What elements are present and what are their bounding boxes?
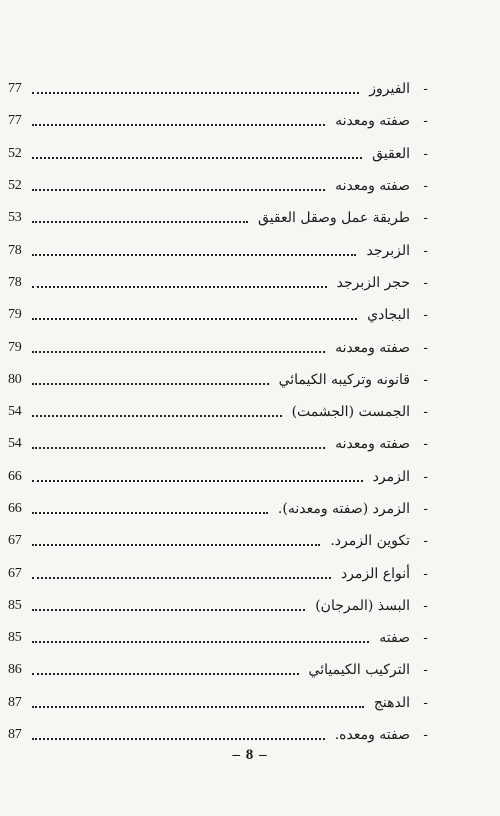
toc-bullet: - bbox=[423, 662, 428, 679]
toc-entry bbox=[8, 428, 428, 460]
toc-page-number: 54 bbox=[8, 404, 22, 420]
dot-leader bbox=[32, 189, 325, 191]
toc-bullet: - bbox=[423, 307, 428, 324]
toc-page-number: 77 bbox=[8, 113, 22, 129]
toc-entry-title: صفته ومعدنه bbox=[335, 178, 410, 195]
dot-leader bbox=[32, 254, 356, 256]
toc-entry-title: الزمرد bbox=[372, 468, 410, 485]
toc-entry bbox=[8, 525, 428, 557]
dot-leader bbox=[32, 92, 359, 94]
toc-page-number: 53 bbox=[8, 210, 22, 226]
toc-bullet: - bbox=[423, 274, 428, 291]
toc-bullet: - bbox=[423, 145, 428, 162]
dot-leader bbox=[32, 286, 327, 288]
toc-page-number: 85 bbox=[8, 630, 22, 646]
toc-bullet: - bbox=[423, 630, 428, 647]
toc-entry bbox=[8, 267, 428, 299]
table-of-contents bbox=[8, 73, 428, 751]
toc-entry bbox=[8, 557, 428, 589]
toc-entry bbox=[8, 622, 428, 654]
dot-leader bbox=[32, 577, 331, 579]
toc-page-number: 66 bbox=[8, 468, 22, 484]
toc-bullet: - bbox=[423, 501, 428, 517]
toc-entry bbox=[8, 202, 428, 234]
toc-entry-title: قانونه وتركيبه الكيمائي bbox=[278, 371, 410, 388]
toc-entry bbox=[8, 396, 428, 428]
toc-entry-title: الدهنج bbox=[373, 694, 410, 711]
dot-leader bbox=[32, 157, 362, 159]
dot-leader bbox=[32, 318, 357, 320]
toc-entry bbox=[8, 364, 428, 396]
page-number-footer: – 8 – bbox=[232, 747, 268, 763]
dot-leader bbox=[32, 383, 269, 385]
toc-entry-title: صفته ومعدنه bbox=[335, 113, 410, 130]
dot-leader bbox=[32, 415, 282, 417]
dot-leader bbox=[32, 706, 364, 708]
dot-leader bbox=[32, 512, 268, 514]
toc-entry-title: الجمست (الجشمت) bbox=[291, 404, 410, 421]
toc-bullet: - bbox=[423, 694, 428, 711]
toc-entry bbox=[8, 234, 428, 266]
toc-entry bbox=[8, 461, 428, 493]
toc-bullet: - bbox=[423, 178, 428, 195]
toc-bullet: - bbox=[423, 113, 428, 130]
toc-bullet: - bbox=[423, 339, 428, 356]
toc-page-number: 67 bbox=[8, 533, 22, 549]
toc-page-number: 87 bbox=[8, 694, 22, 710]
toc-entry-title: الفيروز bbox=[369, 81, 410, 98]
toc-entry-title: الزمرد (صفته ومعدنه). bbox=[277, 501, 410, 517]
toc-entry-title: صفته ومعده. bbox=[334, 727, 410, 744]
dot-leader bbox=[32, 673, 299, 675]
toc-bullet: - bbox=[423, 533, 428, 550]
toc-entry-title: حجر الزبرجد bbox=[336, 274, 410, 291]
toc-entry bbox=[8, 590, 428, 622]
toc-entry-title: البجادي bbox=[367, 307, 410, 324]
dot-leader bbox=[32, 124, 325, 126]
toc-page-number: 85 bbox=[8, 597, 22, 613]
toc-entry bbox=[8, 138, 428, 170]
toc-entry-title: صفته bbox=[379, 630, 410, 647]
toc-bullet: - bbox=[423, 242, 428, 259]
toc-entry bbox=[8, 299, 428, 331]
toc-entry bbox=[8, 73, 428, 105]
toc-entry-title: العقيق bbox=[372, 145, 410, 162]
toc-page-number: 79 bbox=[8, 339, 22, 355]
dot-leader bbox=[32, 221, 248, 223]
dot-leader bbox=[32, 609, 305, 611]
toc-page-number: 80 bbox=[8, 371, 22, 387]
toc-entry-title: طريقة عمل وصقل العقيق bbox=[258, 210, 410, 227]
dot-leader bbox=[32, 641, 369, 643]
toc-entry-title: صفته ومعدنه bbox=[335, 436, 410, 453]
dot-leader bbox=[32, 480, 363, 482]
dot-leader bbox=[32, 447, 325, 449]
toc-entry bbox=[8, 654, 428, 686]
toc-bullet: - bbox=[423, 727, 428, 744]
toc-entry-title: أنواع الزمرد bbox=[340, 565, 410, 582]
toc-page-number: 77 bbox=[8, 81, 22, 97]
toc-entry bbox=[8, 493, 428, 525]
toc-entry bbox=[8, 105, 428, 137]
toc-bullet: - bbox=[423, 210, 428, 227]
toc-page-number: 54 bbox=[8, 436, 22, 452]
toc-page-number: 52 bbox=[8, 178, 22, 194]
toc-bullet: - bbox=[423, 565, 428, 582]
toc-entry-title: تكوين الزمرد. bbox=[330, 533, 410, 550]
toc-bullet: - bbox=[423, 597, 428, 614]
toc-page-number: 78 bbox=[8, 242, 22, 258]
toc-page-number: 67 bbox=[8, 565, 22, 581]
toc-page-number: 79 bbox=[8, 307, 22, 323]
toc-entry bbox=[8, 331, 428, 363]
toc-entry-title: صفته ومعدنه bbox=[335, 339, 410, 356]
dot-leader bbox=[32, 351, 325, 353]
toc-entry-title: الزبرجد bbox=[366, 242, 410, 259]
toc-bullet: - bbox=[423, 468, 428, 485]
toc-entry bbox=[8, 687, 428, 719]
toc-bullet: - bbox=[423, 81, 428, 98]
toc-page-number: 86 bbox=[8, 662, 22, 678]
toc-page-number: 66 bbox=[8, 501, 22, 516]
toc-entry-title: التركيب الكيميائي bbox=[308, 662, 410, 679]
toc-page-number: 52 bbox=[8, 145, 22, 161]
toc-bullet: - bbox=[423, 371, 428, 388]
dot-leader bbox=[32, 738, 325, 740]
toc-entry bbox=[8, 170, 428, 202]
toc-page-number: 87 bbox=[8, 727, 22, 743]
dot-leader bbox=[32, 544, 320, 546]
toc-page-number: 78 bbox=[8, 274, 22, 290]
toc-bullet: - bbox=[423, 404, 428, 421]
toc-bullet: - bbox=[423, 436, 428, 453]
toc-entry-title: البسذ (المرجان) bbox=[315, 597, 410, 614]
